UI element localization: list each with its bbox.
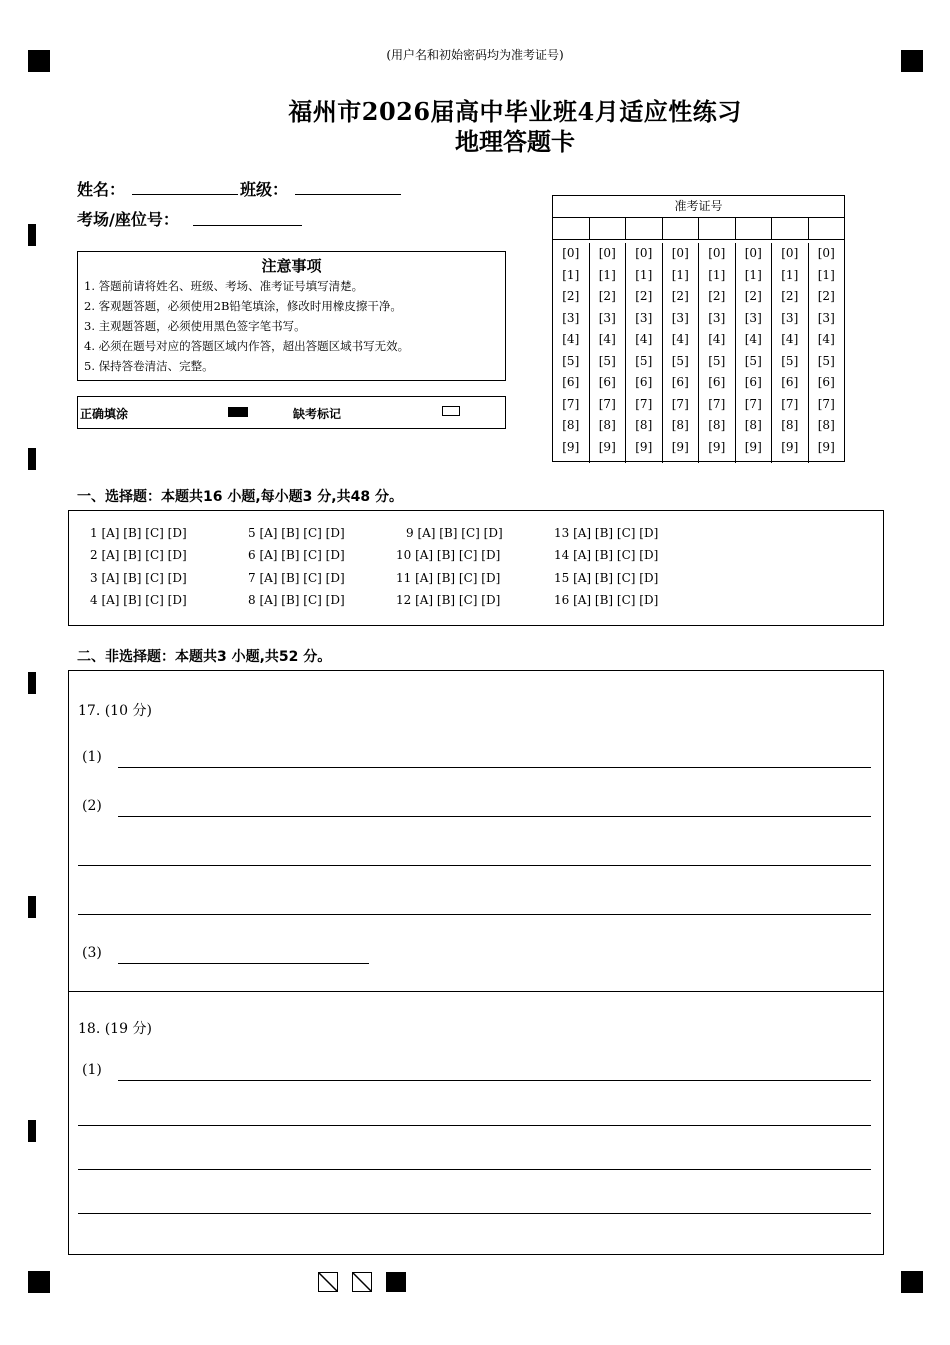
exam-id-bubble[interactable]: [8] bbox=[671, 418, 689, 432]
exam-id-bubble[interactable]: [1] bbox=[598, 267, 616, 282]
login-note: (用户名和初始密码均为准考证号) bbox=[386, 48, 564, 62]
exam-id-bubble[interactable]: [3] bbox=[598, 310, 616, 325]
exam-id-bubble[interactable]: [8] bbox=[708, 418, 726, 432]
exam-id-bubble[interactable]: [5] bbox=[562, 353, 580, 368]
exam-id-bubble[interactable]: [3] bbox=[781, 310, 799, 325]
notice-item: 3. 主观题答题，必须使用黑色签字笔书写。 bbox=[84, 319, 306, 333]
class-label: 班级： bbox=[240, 180, 289, 199]
choice-item-9[interactable]: 9 [A] [B] [C] [D] bbox=[406, 526, 503, 540]
notice-item: 2. 客观题答题，必须使用2B铅笔填涂，修改时用橡皮擦干净。 bbox=[84, 299, 402, 313]
exam-id-bubble[interactable]: [9] bbox=[781, 439, 799, 454]
exam-id-bubble[interactable]: [6] bbox=[744, 375, 762, 389]
corner-marker-bottom-right bbox=[901, 1271, 923, 1293]
choice-item-14[interactable]: 14 [A] [B] [C] [D] bbox=[554, 548, 659, 562]
exam-id-box bbox=[552, 195, 845, 462]
exam-id-write-row bbox=[553, 218, 844, 240]
exam-id-bubble[interactable]: [6] bbox=[635, 375, 653, 389]
page-title: 福州市2026届高中毕业班4月适应性练习 bbox=[288, 97, 742, 126]
exam-id-bubble[interactable]: [4] bbox=[708, 332, 726, 346]
exam-id-bubble[interactable]: [0] bbox=[781, 246, 799, 260]
exam-id-bubble[interactable]: [9] bbox=[744, 439, 762, 454]
exam-id-bubble[interactable]: [8] bbox=[781, 418, 799, 432]
exam-id-bubble[interactable]: [5] bbox=[781, 353, 799, 368]
choice-item-4[interactable]: 4 [A] [B] [C] [D] bbox=[90, 593, 187, 607]
exam-id-column bbox=[553, 243, 590, 463]
timing-mark bbox=[28, 1120, 36, 1142]
exam-id-bubble[interactable]: [6] bbox=[781, 375, 799, 389]
exam-id-bubble[interactable]: [9] bbox=[635, 439, 653, 454]
answer-line[interactable] bbox=[78, 914, 871, 915]
exam-id-bubble[interactable]: [0] bbox=[562, 246, 580, 260]
choice-item-8[interactable]: 8 [A] [B] [C] [D] bbox=[248, 593, 345, 607]
exam-id-bubble[interactable]: [1] bbox=[781, 267, 799, 282]
name-label: 姓名： bbox=[77, 180, 126, 199]
exam-id-bubble[interactable]: [5] bbox=[598, 353, 616, 368]
answer-line[interactable] bbox=[118, 963, 369, 964]
exam-id-bubble[interactable]: [1] bbox=[562, 267, 580, 282]
exam-id-bubble[interactable]: [6] bbox=[562, 375, 580, 389]
correct-fill-sample bbox=[228, 407, 248, 417]
page-mark-slashed bbox=[352, 1272, 372, 1292]
exam-id-bubble[interactable]: [6] bbox=[817, 375, 835, 389]
exam-id-write-cell[interactable] bbox=[553, 218, 590, 239]
choice-item-6[interactable]: 6 [A] [B] [C] [D] bbox=[248, 548, 345, 562]
exam-id-bubble[interactable]: [4] bbox=[817, 332, 835, 346]
page-mark-slashed bbox=[318, 1272, 338, 1292]
exam-id-bubble[interactable]: [6] bbox=[671, 375, 689, 389]
q18-part1-label: (1) bbox=[82, 1062, 102, 1078]
exam-id-bubble[interactable]: [1] bbox=[671, 267, 689, 282]
answer-line[interactable] bbox=[78, 1169, 871, 1170]
exam-id-bubble[interactable]: [1] bbox=[744, 267, 762, 282]
fill-example-box bbox=[77, 396, 506, 429]
exam-id-bubble[interactable]: [4] bbox=[598, 332, 616, 346]
answer-line[interactable] bbox=[78, 865, 871, 866]
exam-id-bubble[interactable]: [8] bbox=[817, 418, 835, 432]
exam-id-bubble[interactable]: [2] bbox=[708, 289, 726, 303]
answer-line[interactable] bbox=[118, 816, 871, 817]
exam-id-bubble[interactable]: [8] bbox=[598, 418, 616, 432]
exam-id-bubble[interactable]: [0] bbox=[817, 246, 835, 260]
exam-id-bubble[interactable]: [5] bbox=[817, 353, 835, 368]
exam-id-bubble[interactable]: [2] bbox=[598, 289, 616, 303]
choice-item-5[interactable]: 5 [A] [B] [C] [D] bbox=[248, 526, 345, 540]
exam-id-bubble[interactable]: [0] bbox=[598, 246, 616, 260]
exam-id-bubble[interactable]: [4] bbox=[781, 332, 799, 346]
timing-mark bbox=[28, 224, 36, 246]
exam-id-bubble-grid bbox=[553, 240, 844, 463]
exam-id-bubble[interactable]: [2] bbox=[671, 289, 689, 303]
notice-box bbox=[77, 251, 506, 381]
exam-id-column bbox=[663, 243, 700, 463]
answer-line[interactable] bbox=[78, 1125, 871, 1126]
exam-id-bubble[interactable]: [4] bbox=[635, 332, 653, 346]
timing-mark bbox=[28, 672, 36, 694]
choice-item-2[interactable]: 2 [A] [B] [C] [D] bbox=[90, 548, 187, 562]
exam-id-bubble[interactable]: [2] bbox=[781, 289, 799, 303]
exam-id-bubble[interactable]: [7] bbox=[635, 396, 653, 411]
section1-title: 一、选择题：本题共16 小题,每小题3 分,共48 分。 bbox=[77, 489, 403, 505]
exam-id-bubble[interactable]: [5] bbox=[671, 353, 689, 368]
choice-item-16[interactable]: 16 [A] [B] [C] [D] bbox=[554, 593, 659, 607]
exam-id-column bbox=[590, 243, 627, 463]
exam-id-column bbox=[772, 243, 809, 463]
exam-id-bubble[interactable]: [5] bbox=[708, 353, 726, 368]
exam-id-bubble[interactable]: [9] bbox=[562, 439, 580, 454]
exam-id-bubble[interactable]: [2] bbox=[562, 289, 580, 303]
choice-item-1[interactable]: 1 [A] [B] [C] [D] bbox=[90, 526, 187, 540]
exam-id-bubble[interactable]: [5] bbox=[635, 353, 653, 368]
exam-id-bubble[interactable]: [9] bbox=[708, 439, 726, 454]
q17-part2-label: (2) bbox=[82, 798, 102, 814]
notice-title: 注意事项 bbox=[261, 257, 322, 275]
exam-id-bubble[interactable]: [2] bbox=[817, 289, 835, 303]
exam-id-bubble[interactable]: [0] bbox=[744, 246, 762, 260]
section2-title: 二、非选择题：本题共3 小题,共52 分。 bbox=[77, 649, 332, 665]
exam-id-write-cell[interactable] bbox=[772, 218, 809, 239]
exam-id-bubble[interactable]: [7] bbox=[562, 396, 580, 411]
exam-id-bubble[interactable]: [0] bbox=[671, 246, 689, 260]
correct-fill-label: 正确填涂 bbox=[80, 407, 129, 421]
exam-id-column bbox=[699, 243, 736, 463]
exam-id-column bbox=[626, 243, 663, 463]
exam-id-column bbox=[736, 243, 773, 463]
exam-id-bubble[interactable]: [2] bbox=[635, 289, 653, 303]
exam-id-bubble[interactable]: [0] bbox=[635, 246, 653, 260]
page-mark-filled bbox=[386, 1272, 406, 1292]
exam-id-bubble[interactable]: [7] bbox=[744, 396, 762, 411]
timing-mark bbox=[28, 896, 36, 918]
q17-part3-label: (3) bbox=[82, 945, 102, 961]
corner-marker-bottom-left bbox=[28, 1271, 50, 1293]
choice-item-11[interactable]: 11 [A] [B] [C] [D] bbox=[396, 571, 501, 585]
exam-id-bubble[interactable]: [5] bbox=[744, 353, 762, 368]
exam-id-bubble[interactable]: [4] bbox=[744, 332, 762, 346]
exam-id-title: 准考证号 bbox=[553, 196, 844, 218]
exam-id-bubble[interactable]: [9] bbox=[598, 439, 616, 454]
exam-id-bubble[interactable]: [7] bbox=[671, 396, 689, 411]
exam-id-write-cell[interactable] bbox=[809, 218, 845, 239]
exam-id-write-cell[interactable] bbox=[626, 218, 663, 239]
choice-item-7[interactable]: 7 [A] [B] [C] [D] bbox=[248, 571, 345, 585]
exam-id-bubble[interactable]: [8] bbox=[635, 418, 653, 432]
exam-id-bubble[interactable]: [3] bbox=[817, 310, 835, 325]
exam-id-bubble[interactable]: [6] bbox=[598, 375, 616, 389]
q17-part1-label: (1) bbox=[82, 749, 102, 765]
exam-id-write-cell[interactable] bbox=[590, 218, 627, 239]
q18-title: 18. (19 分) bbox=[78, 1021, 152, 1037]
exam-id-bubble[interactable]: [4] bbox=[562, 332, 580, 346]
answer-line[interactable] bbox=[118, 767, 871, 768]
exam-id-write-cell[interactable] bbox=[663, 218, 700, 239]
seat-field[interactable] bbox=[193, 225, 302, 226]
exam-id-bubble[interactable]: [1] bbox=[708, 267, 726, 282]
exam-id-bubble[interactable]: [1] bbox=[635, 267, 653, 282]
exam-id-write-cell[interactable] bbox=[699, 218, 736, 239]
exam-id-bubble[interactable]: [9] bbox=[817, 439, 835, 454]
absent-mark-checkbox[interactable] bbox=[442, 406, 460, 416]
answer-line[interactable] bbox=[118, 1080, 871, 1081]
exam-id-bubble[interactable]: [3] bbox=[671, 310, 689, 325]
exam-id-bubble[interactable]: [8] bbox=[562, 418, 580, 432]
exam-id-write-cell[interactable] bbox=[736, 218, 773, 239]
exam-id-bubble[interactable]: [2] bbox=[744, 289, 762, 303]
exam-id-bubble[interactable]: [0] bbox=[708, 246, 726, 260]
exam-id-bubble[interactable]: [1] bbox=[817, 267, 835, 282]
exam-id-bubble[interactable]: [7] bbox=[781, 396, 799, 411]
q17-title: 17. (10 分) bbox=[78, 703, 152, 719]
class-field[interactable] bbox=[295, 194, 401, 195]
question-divider bbox=[68, 991, 884, 992]
exam-id-bubble[interactable]: [7] bbox=[817, 396, 835, 411]
exam-id-bubble[interactable]: [7] bbox=[708, 396, 726, 411]
exam-id-bubble[interactable]: [7] bbox=[598, 396, 616, 411]
exam-id-column bbox=[809, 243, 845, 463]
choice-item-10[interactable]: 10 [A] [B] [C] [D] bbox=[396, 548, 501, 562]
notice-item: 1. 答题前请将姓名、班级、考场、准考证号填写清楚。 bbox=[84, 279, 364, 293]
exam-id-bubble[interactable]: [8] bbox=[744, 418, 762, 432]
seat-label: 考场/座位号： bbox=[77, 210, 179, 229]
exam-id-bubble[interactable]: [3] bbox=[562, 310, 580, 325]
answer-line[interactable] bbox=[78, 1213, 871, 1214]
page-subtitle: 地理答题卡 bbox=[455, 127, 575, 156]
exam-id-bubble[interactable]: [4] bbox=[671, 332, 689, 346]
choice-item-12[interactable]: 12 [A] [B] [C] [D] bbox=[396, 593, 501, 607]
exam-id-bubble[interactable]: [3] bbox=[635, 310, 653, 325]
choice-item-15[interactable]: 15 [A] [B] [C] [D] bbox=[554, 571, 659, 585]
absent-mark-label: 缺考标记 bbox=[293, 407, 342, 421]
exam-id-bubble[interactable]: [3] bbox=[708, 310, 726, 325]
notice-item: 4. 必须在题号对应的答题区域内作答，超出答题区域书写无效。 bbox=[84, 339, 410, 353]
exam-id-bubble[interactable]: [9] bbox=[671, 439, 689, 454]
choice-item-13[interactable]: 13 [A] [B] [C] [D] bbox=[554, 526, 659, 540]
timing-mark bbox=[28, 448, 36, 470]
name-field[interactable] bbox=[132, 194, 238, 195]
notice-item: 5. 保持答卷清洁、完整。 bbox=[84, 359, 214, 373]
choice-item-3[interactable]: 3 [A] [B] [C] [D] bbox=[90, 571, 187, 585]
exam-id-bubble[interactable]: [3] bbox=[744, 310, 762, 325]
exam-id-bubble[interactable]: [6] bbox=[708, 375, 726, 389]
